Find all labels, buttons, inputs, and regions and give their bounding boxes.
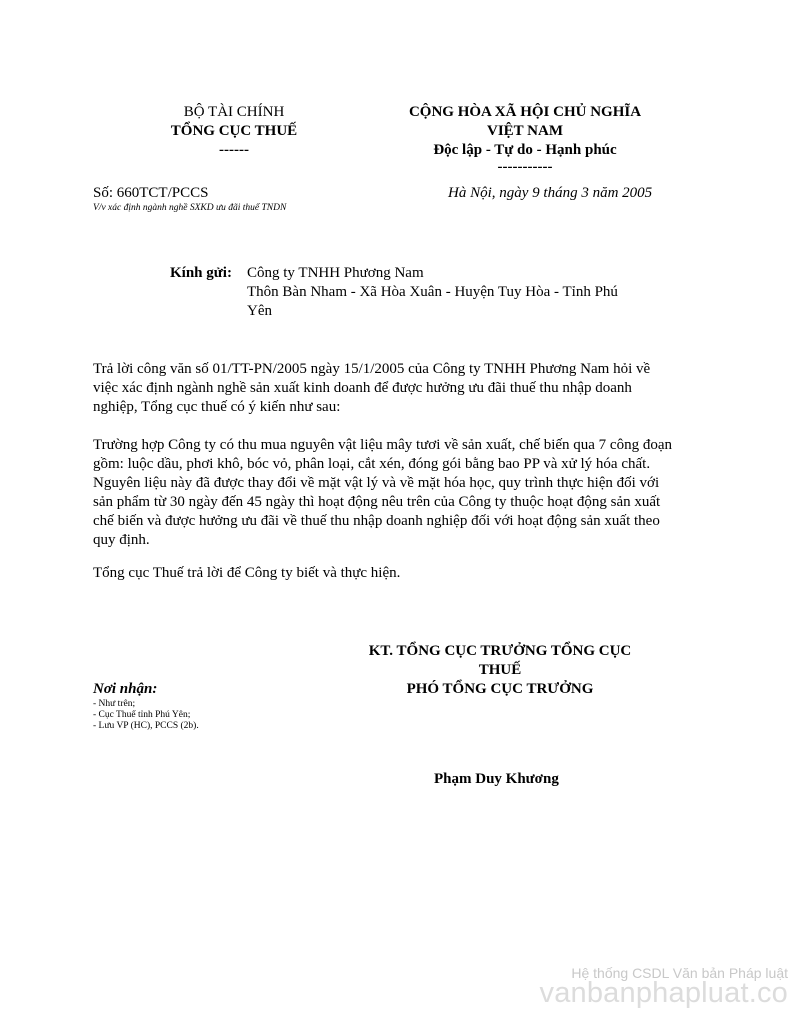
signature-line-3: PHÓ TỔNG CỤC TRƯỞNG <box>406 681 594 697</box>
recipient-name: Công ty TNHH Phương Nam <box>247 265 424 281</box>
signature-title <box>345 642 655 699</box>
issuer-block <box>138 103 330 160</box>
national-header <box>385 103 665 175</box>
paragraph-reply <box>93 360 713 417</box>
ministry-name: BỘ TÀI CHÍNH <box>183 104 285 120</box>
department-name: TỔNG CỤC THUẾ <box>170 123 298 139</box>
issuer-separator: ------ <box>219 142 249 158</box>
text-line: nghiệp, Tổng cục thuế có ý kiến như sau: <box>93 399 341 415</box>
motto: Độc lập - Tự do - Hạnh phúc <box>433 142 617 158</box>
watermark-line-2: vanbanphapluat.co <box>539 977 788 1009</box>
recipients-item: - Cục Thuế tỉnh Phú Yên; <box>93 710 191 720</box>
recipient-block <box>247 264 667 321</box>
recipients-title: Nơi nhận: <box>93 681 158 697</box>
recipient-label: Kính gửi: <box>170 265 232 281</box>
paragraph-closing: Tổng cục Thuế trả lời để Công ty biết và thực hiện. <box>93 565 401 581</box>
motto-separator: ----------- <box>497 159 553 175</box>
text-line: sản phẩm từ 30 ngày đến 45 ngày thì hoạt động nêu trên của Công ty thuộc hoạt động sản xuất <box>93 494 661 510</box>
recipients-list <box>93 680 199 732</box>
country-name: CỘNG HÒA XÃ HỘI CHỦ NGHĨA <box>408 104 642 120</box>
text-line: Nguyên liệu này đã được thay đổi về mặt vật lý và về mặt hóa học, quy trình thực hiện đối với <box>93 475 660 491</box>
recipients-item: - Như trên; <box>93 699 136 709</box>
signature-line-2: THUẾ <box>478 662 522 678</box>
document-number: Số: 660TCT/PCCS <box>93 185 209 201</box>
recipient-address-cont: Yên <box>247 303 272 319</box>
paragraph-content <box>93 436 713 550</box>
document-subject: V/v xác định ngành nghề SXKD ưu đãi thuế TNDN <box>93 203 287 213</box>
text-line: gồm: luộc dầu, phơi khô, bóc vỏ, phân loại, cắt xén, đóng gói bằng bao PP và xử lý hóa chất. <box>93 456 651 472</box>
place-date: Hà Nội, ngày 9 tháng 3 năm 2005 <box>448 185 653 201</box>
signer-name: Phạm Duy Khương <box>434 771 559 787</box>
country-name-2: VIỆT NAM <box>487 123 563 139</box>
text-line: Trả lời công văn số 01/TT-PN/2005 ngày 15/1/2005 của Công ty TNHH Phương Nam hỏi về <box>93 361 651 377</box>
recipients-item: - Lưu VP (HC), PCCS (2b). <box>93 721 199 731</box>
text-line: việc xác định ngành nghề sản xuất kinh doanh để được hưởng ưu đãi thuế thu nhập doanh <box>93 380 632 396</box>
text-line: Trường hợp Công ty có thu mua nguyên vật liệu mây tươi về sản xuất, chế biến qua 7 công đoạn <box>93 437 672 453</box>
recipient-address: Thôn Bàn Nham - Xã Hòa Xuân - Huyện Tuy Hòa - Tỉnh Phú <box>247 284 618 300</box>
signature-line-1: KT. TỔNG CỤC TRƯỞNG TỔNG CỤC <box>368 643 632 659</box>
text-line: chế biến và được hưởng ưu đãi về thuế thu nhập doanh nghiệp đối với hoạt động sản xuất theo <box>93 513 660 529</box>
text-line: quy định. <box>93 532 150 548</box>
watermark-line-1: Hệ thống CSDL Văn bản Pháp luật <box>571 965 788 981</box>
